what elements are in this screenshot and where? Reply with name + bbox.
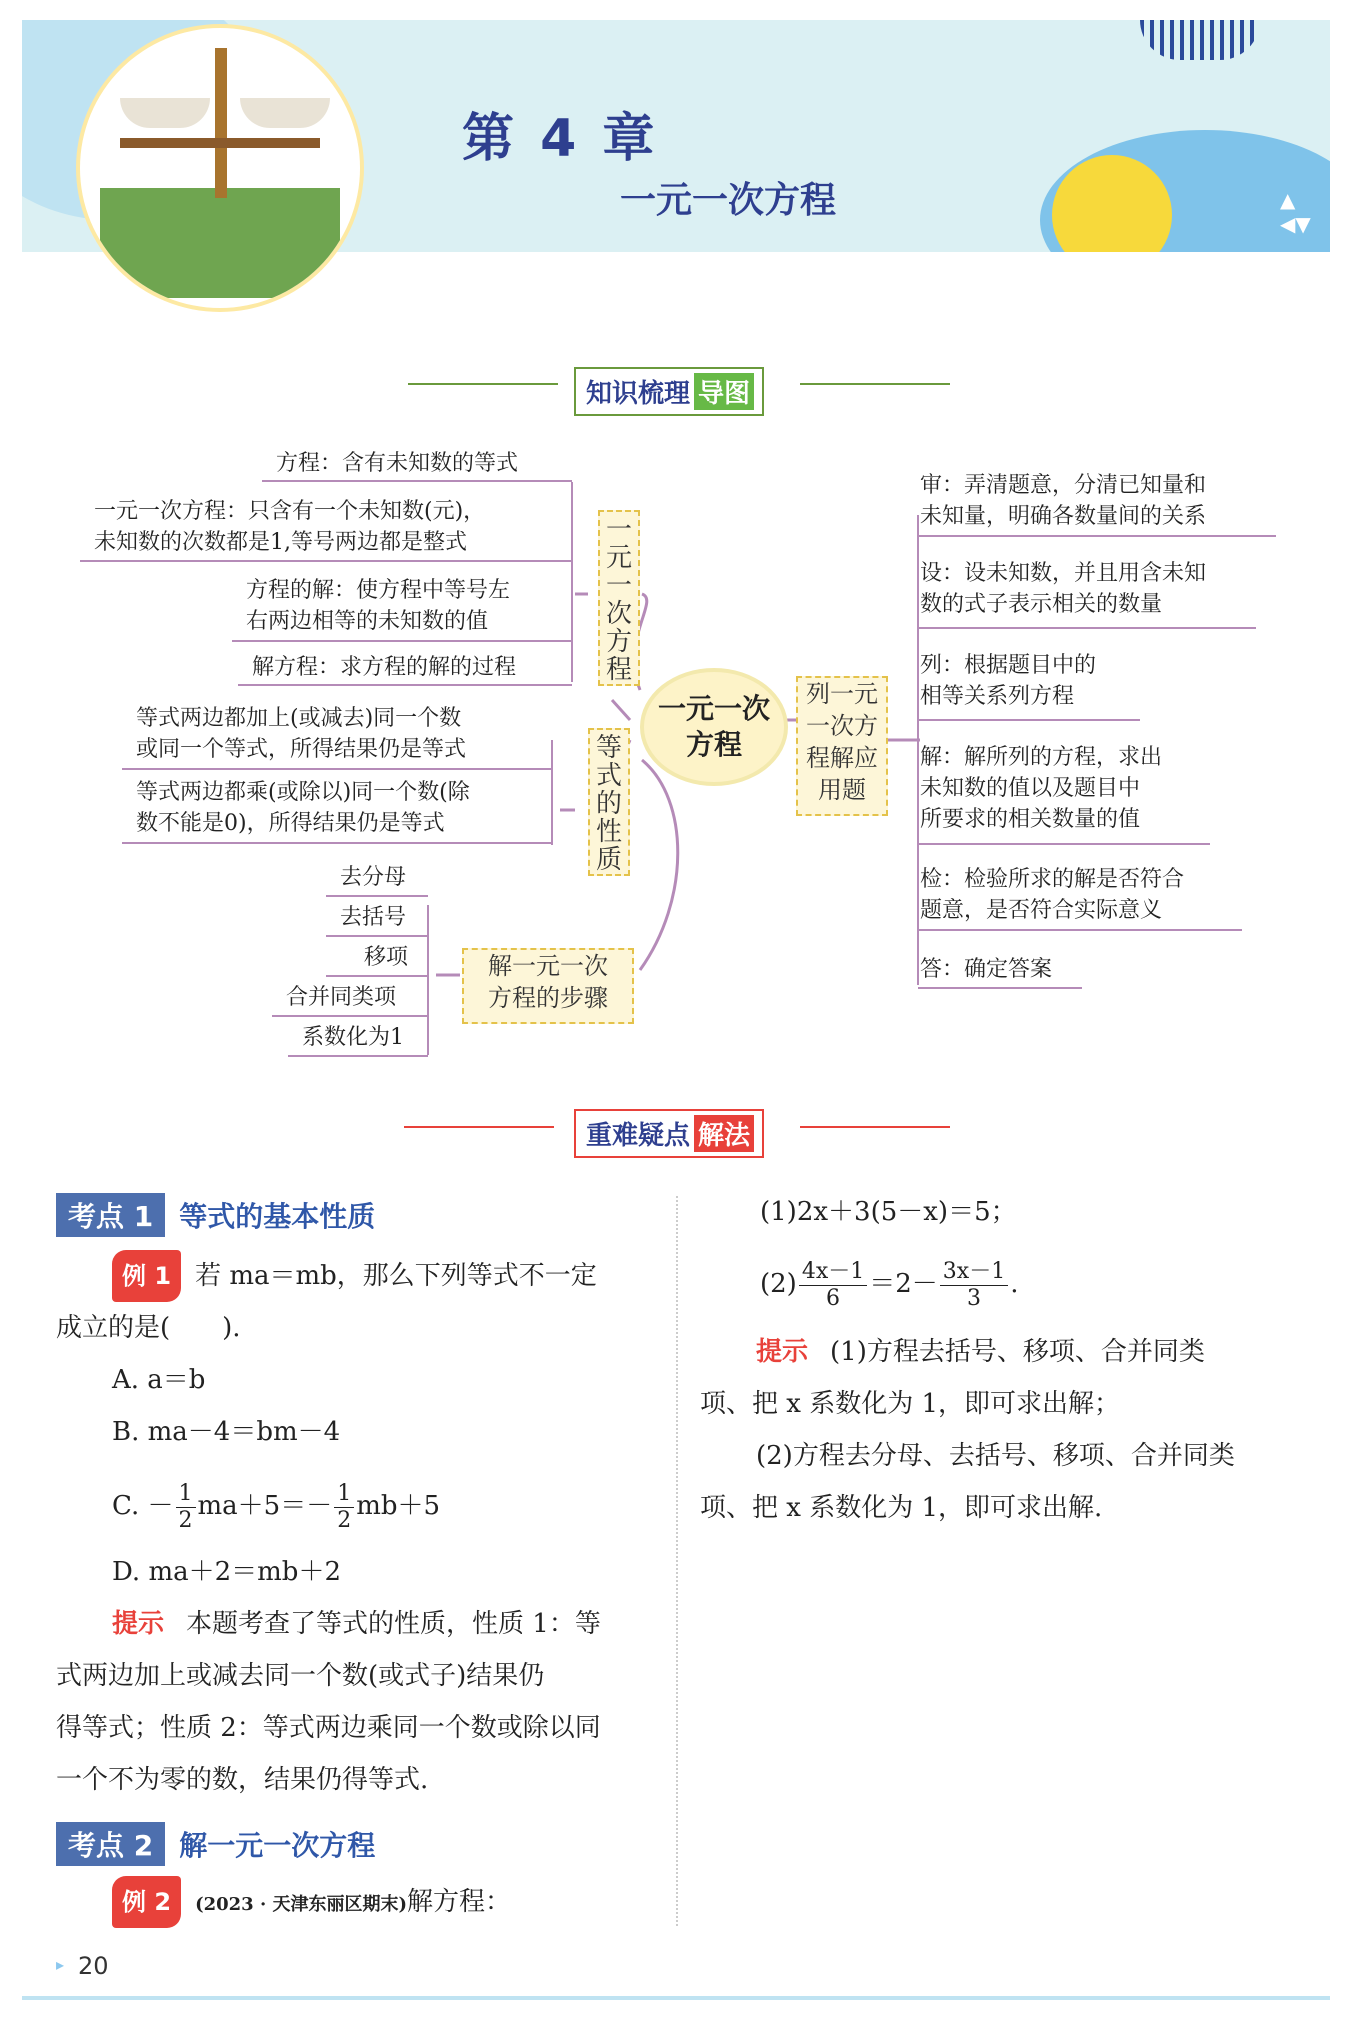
mindmap-item: 解方程：求方程的解的过程: [252, 655, 517, 680]
mindmap-item: 合并同类项: [286, 985, 397, 1010]
mindmap-item: 解：解所列的方程，求出: [920, 745, 1163, 770]
mindmap-underline: [918, 627, 1256, 629]
mindmap-item: 列：根据题目中的: [920, 653, 1097, 678]
mindmap-underline: [326, 935, 428, 937]
mindmap-item: 方程的解：使方程中等号左: [246, 578, 511, 603]
footer-bar: [22, 1996, 1330, 2000]
hint-line: 项、把 x 系数化为 1，即可求出解.: [700, 1493, 1103, 1523]
option-b: B. ma－4＝bm－4: [112, 1417, 341, 1447]
section-rule: [404, 1126, 554, 1128]
mindmap-underline: [288, 1055, 428, 1057]
mindmap-item: 未知数的次数都是1,等号两边都是整式: [94, 530, 467, 555]
branch-node-word-problems: 列一元 一次方 程解应 用题: [796, 676, 888, 816]
example-tag: 例 1: [112, 1250, 181, 1302]
mindmap-underline: [918, 719, 1140, 721]
equation-1: (1)2x＋3(5－x)＝5；: [760, 1197, 1017, 1227]
mindmap-item: 移项: [364, 945, 409, 970]
mindmap-item: 右两边相等的未知数的值: [246, 609, 489, 634]
equation-2: (2) $\frac{4x-1}{6}$ ＝2－ $\frac{3x-1}{3}$ .: [760, 1258, 1019, 1311]
mindmap-underline: [918, 843, 1210, 845]
mindmap-item: 去分母: [340, 865, 407, 890]
hint-line: 提示 本题考查了等式的性质，性质 1：等: [112, 1609, 601, 1639]
mindmap-item: 等式两边都乘(或除以)同一个数(除: [136, 780, 470, 805]
key-point-1: [56, 1193, 375, 1237]
chapter-subtitle: 一元一次方程: [620, 180, 837, 221]
mindmap-underline: [80, 560, 572, 562]
mindmap-underline: [272, 1015, 428, 1017]
section-label-highlight: 解法: [694, 1115, 754, 1152]
mindmap-item: 或同一个等式，所得结果仍是等式: [136, 737, 467, 762]
mindmap-item: 相等关系列方程: [920, 684, 1075, 709]
mindmap-underline: [232, 640, 572, 642]
key-point-2: [56, 1822, 375, 1866]
mindmap-underline: [122, 768, 552, 770]
mindmap-item: 一元一次方程：只含有一个未知数(元)，: [94, 499, 486, 524]
hint-line: (2)方程去分母、去括号、移项、合并同类: [756, 1441, 1235, 1471]
chapter-title: 第 4 章: [462, 109, 659, 169]
section-rule: [800, 1126, 950, 1128]
mindmap-item: 数不能是0)，所得结果仍是等式: [136, 811, 445, 836]
hint-line: 项、把 x 系数化为 1，即可求出解；: [700, 1389, 1120, 1419]
hint-label: 提示: [112, 1609, 165, 1639]
mindmap-item: 答：确定答案: [920, 957, 1053, 982]
mindmap-item: 等式两边都加上(或减去)同一个数: [136, 706, 462, 731]
key-point-title: 解一元一次方程: [179, 1829, 376, 1862]
column-divider: [676, 1196, 678, 1926]
example-2-line: 例 2 (2023 · 天津东丽区期末)解方程：: [112, 1876, 511, 1931]
hint-line: 得等式；性质 2：等式两边乘同一个数或除以同: [56, 1713, 601, 1743]
section-label: 知识梳理: [586, 378, 691, 409]
hint-label: 提示: [756, 1337, 809, 1367]
mindmap-item: 所要求的相关数量的值: [920, 807, 1141, 832]
mindmap-underline: [122, 842, 552, 844]
mindmap-underline: [918, 987, 1082, 989]
key-point-label: 考点 2: [56, 1822, 165, 1866]
mindmap-item: 未知量，明确各数量间的关系: [920, 504, 1207, 529]
mindmap-item: 去括号: [340, 905, 407, 930]
mindmap-item: 题意，是否符合实际意义: [920, 898, 1163, 923]
example-tag: 例 2: [112, 1876, 181, 1928]
mindmap-item: 方程：含有未知数的等式: [276, 451, 519, 476]
section-label: 重难疑点: [586, 1120, 691, 1151]
hint-line: 一个不为零的数，结果仍得等式.: [56, 1765, 429, 1795]
branch-node-equality-properties: 等 式 的 性 质: [588, 728, 630, 876]
mindmap-underline: [918, 929, 1242, 931]
center-node: 一元一次 方程: [644, 672, 784, 782]
mindmap-item: 数的式子表示相关的数量: [920, 592, 1163, 617]
example-1-line: 例 1 若 ma＝mb，那么下列等式不一定: [112, 1250, 597, 1302]
hint-line: 提示 (1)方程去括号、移项、合并同类: [756, 1337, 1205, 1367]
option-d: D. ma＋2＝mb＋2: [112, 1557, 341, 1587]
mindmap-item: 未知数的值以及题目中: [920, 776, 1141, 801]
option-c: C. － $\frac{1}{2}$ ma＋5＝－ $\frac{1}{2}$ mb＋5: [112, 1480, 441, 1533]
page-number: 20: [78, 1952, 109, 1980]
mindmap-item: 设：设未知数，并且用含未知: [920, 561, 1207, 586]
mindmap-item: 系数化为1: [302, 1025, 404, 1050]
page-arrow-icon: ▸: [56, 1955, 65, 1974]
mindmap-underline: [326, 895, 428, 897]
mindmap-underline: [238, 684, 572, 686]
mindmap-underline: [262, 480, 572, 482]
mindmap-underline: [918, 535, 1276, 537]
mindmap-item: 检：检验所求的解是否符合: [920, 867, 1185, 892]
example-1-line: 成立的是( ).: [56, 1313, 241, 1343]
section-header-key-points: [574, 1110, 764, 1156]
hint-line: 式两边加上或减去同一个数(或式子)结果仍: [56, 1661, 545, 1691]
option-a: A. a＝b: [112, 1365, 206, 1395]
branch-node-solving-steps: 解一元一次 方程的步骤: [462, 948, 634, 1024]
key-point-title: 等式的基本性质: [179, 1200, 376, 1233]
key-point-label: 考点 1: [56, 1193, 165, 1237]
example-source: (2023 · 天津东丽区期末): [195, 1894, 407, 1915]
mindmap-item: 审：弄清题意，分清已知量和: [920, 473, 1207, 498]
mindmap-underline: [326, 975, 428, 977]
branch-node-linear-equation: 一 元 一 次 方 程: [598, 510, 640, 686]
section-label-highlight: 导图: [694, 373, 754, 410]
triangle-decor-icon: ▲ ◀▼: [1280, 188, 1311, 236]
